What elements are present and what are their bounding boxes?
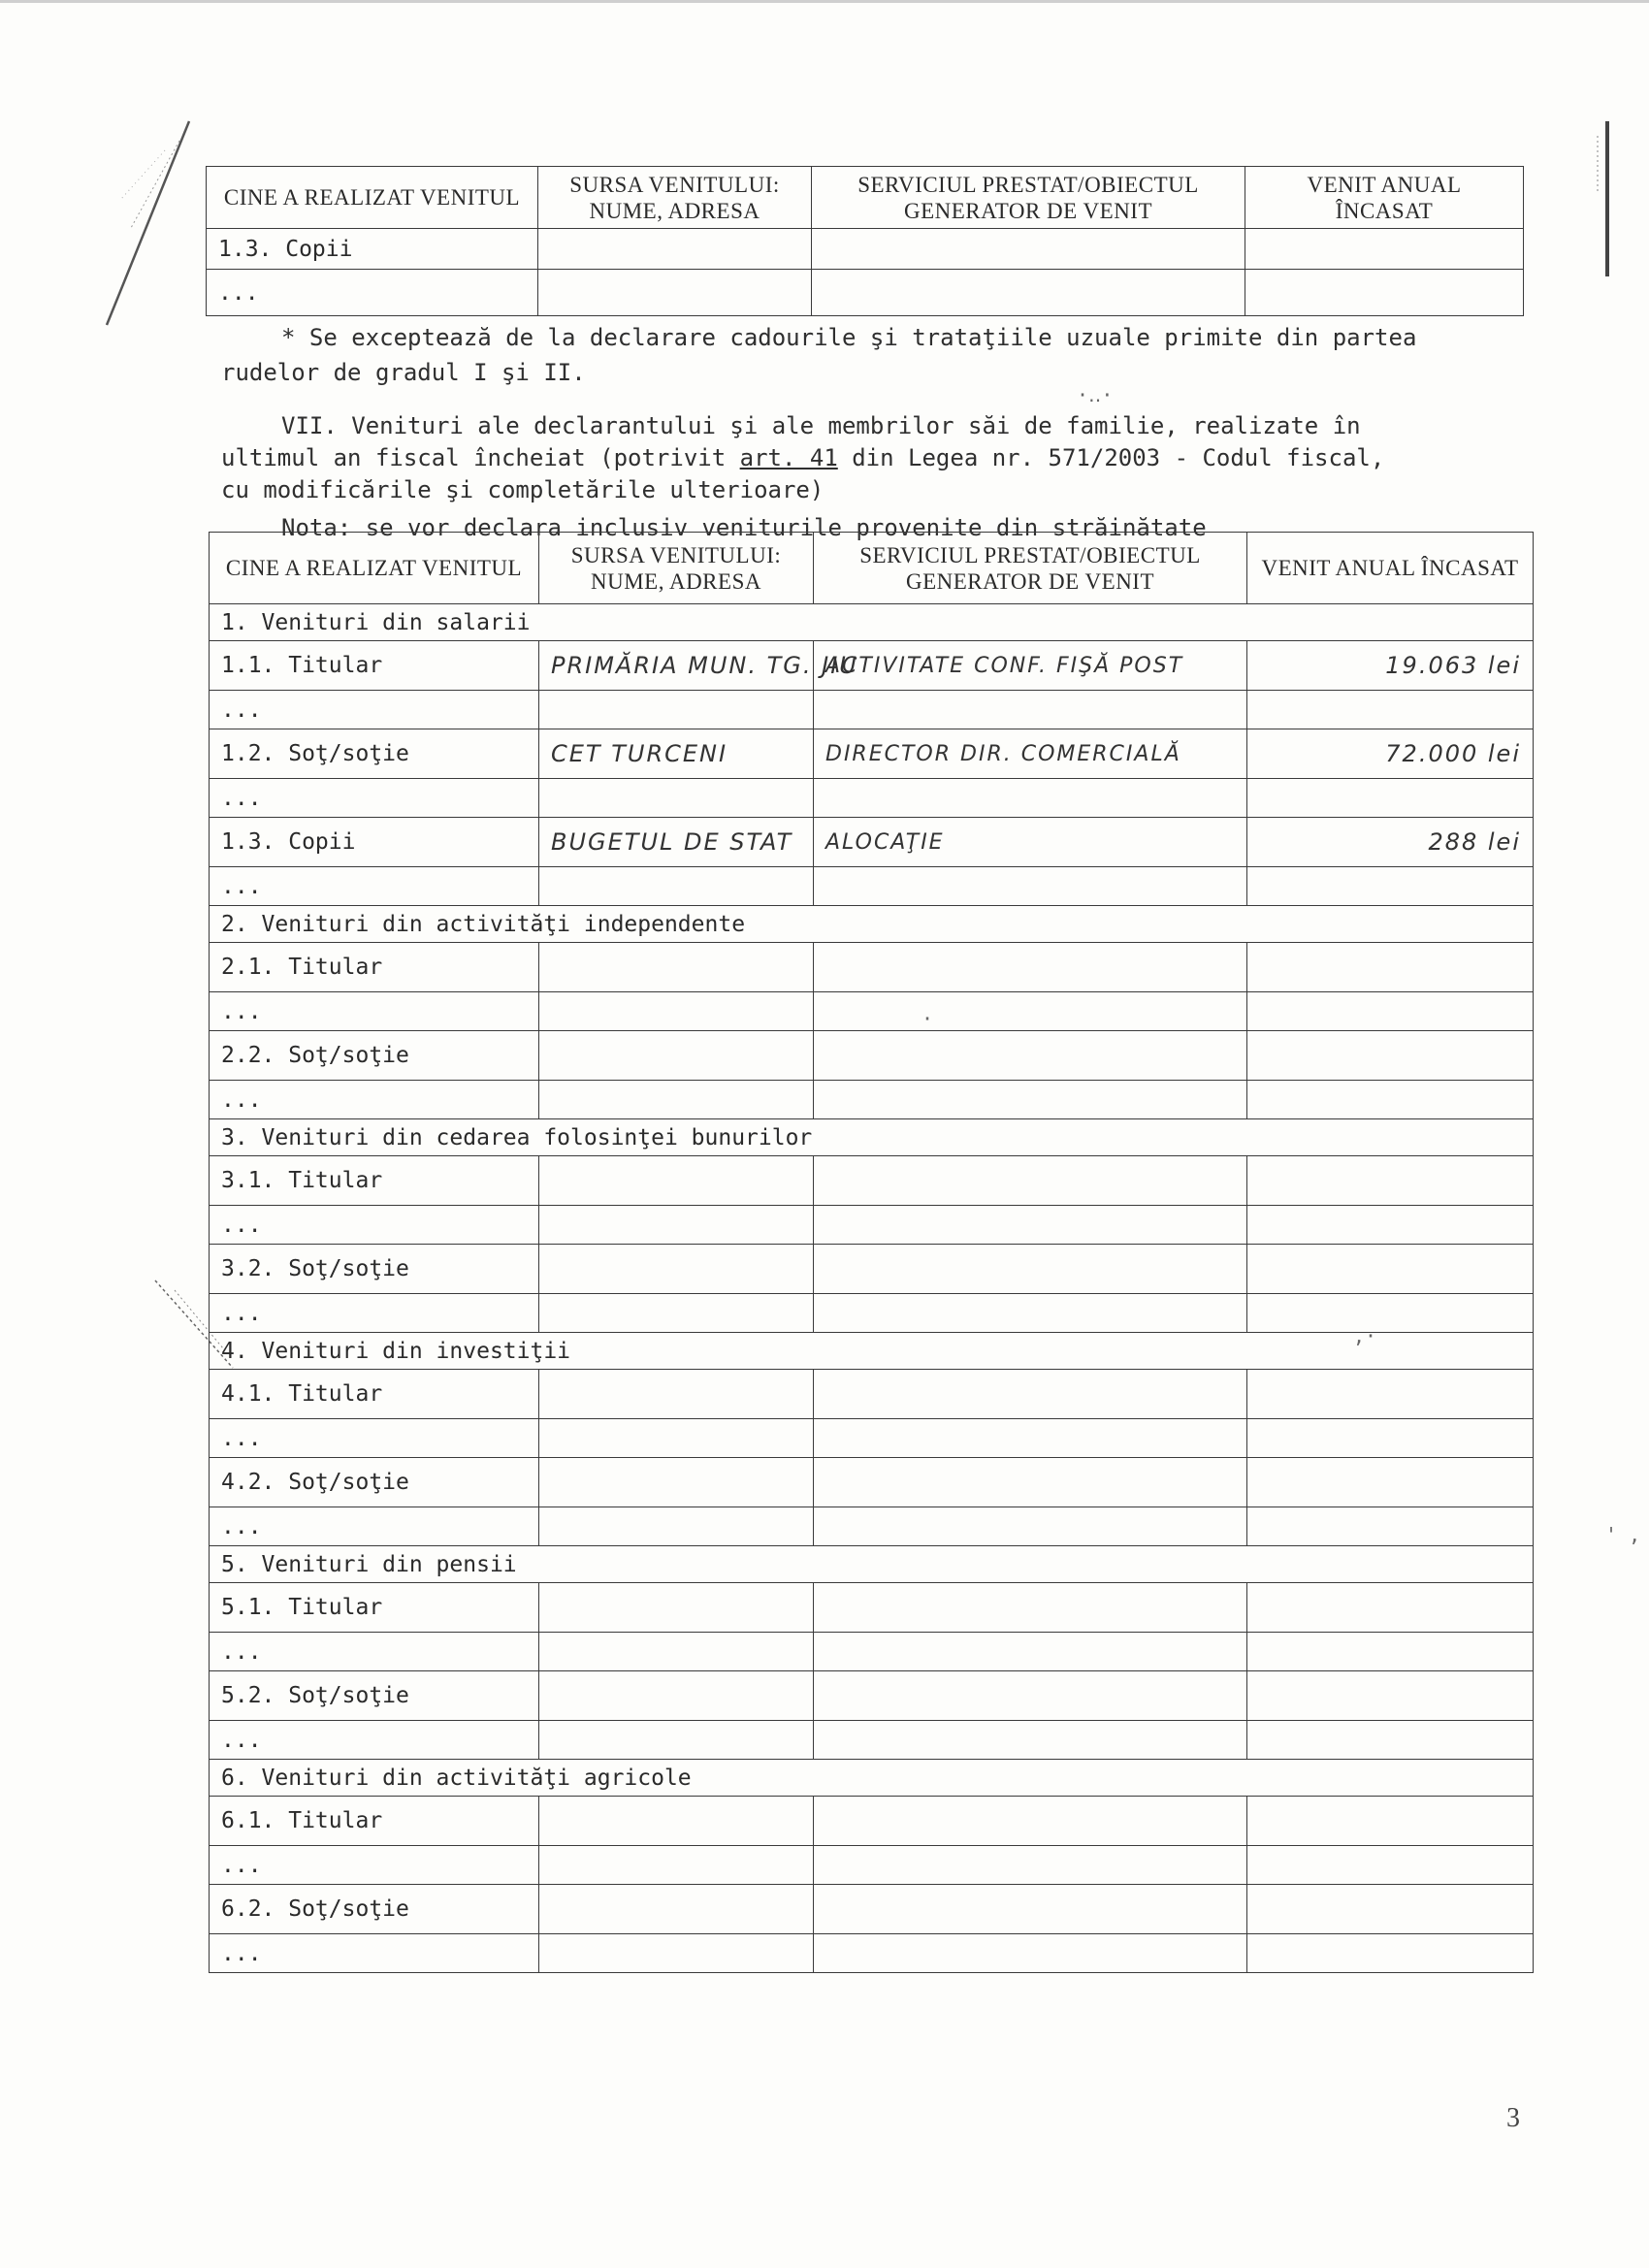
speck: ,· <box>1353 1324 1377 1347</box>
cell-income <box>1247 1245 1534 1294</box>
cell-source: CET TURCENI <box>539 729 814 779</box>
cell-service <box>814 779 1247 818</box>
table-row <box>210 943 1534 992</box>
cell-source <box>539 992 814 1031</box>
cell-source <box>539 1294 814 1333</box>
table-row <box>210 1245 1534 1294</box>
cell-who: ... <box>210 1507 539 1546</box>
cell-income <box>1247 1458 1534 1507</box>
cell-who: ... <box>210 1721 539 1760</box>
cell-source <box>539 1885 814 1934</box>
col-header-service: SERVICIUL PRESTAT/OBIECTUL GENERATOR DE VENIT <box>812 167 1245 229</box>
table-row <box>210 1419 1534 1458</box>
cell-who: ... <box>210 1081 539 1119</box>
cell-who: ... <box>210 1846 539 1885</box>
cell-service <box>814 1507 1247 1546</box>
table-row <box>210 779 1534 818</box>
section-heading-filler <box>814 1119 1534 1156</box>
cell-income <box>1247 943 1534 992</box>
cell-who: 5.1. Titular <box>210 1583 539 1633</box>
cell-who: 3.1. Titular <box>210 1156 539 1206</box>
cell-income: 19.063 lei <box>1247 641 1534 691</box>
cell-who: ... <box>210 1206 539 1245</box>
table-row <box>210 1583 1534 1633</box>
cell-source <box>539 1633 814 1671</box>
table-row <box>210 992 1534 1031</box>
table-row <box>210 1507 1534 1546</box>
col-header-income: VENIT ANUAL ÎNCASAT <box>1247 533 1534 604</box>
cell-source <box>538 229 812 270</box>
section-heading: 5. Venituri din pensii <box>210 1546 814 1583</box>
cell-service <box>814 1671 1247 1721</box>
cell-service <box>814 867 1247 906</box>
cell-income: 72.000 lei <box>1247 729 1534 779</box>
cell-income <box>1247 1206 1534 1245</box>
table-row <box>210 1294 1534 1333</box>
table-row <box>210 1081 1534 1119</box>
cell-who: ... <box>210 1633 539 1671</box>
cell-who: ... <box>207 270 538 316</box>
cell-service <box>814 1031 1247 1081</box>
cell-service <box>814 1583 1247 1633</box>
cell-service <box>814 992 1247 1031</box>
cell-income <box>1245 229 1524 270</box>
table-row <box>210 1846 1534 1885</box>
cell-source <box>539 1419 814 1458</box>
cell-service <box>814 1156 1247 1206</box>
cell-income <box>1247 1671 1534 1721</box>
table-row <box>210 1885 1534 1934</box>
table-row <box>210 1458 1534 1507</box>
cell-who: 6.2. Soţ/soţie <box>210 1885 539 1934</box>
speck: ' , <box>1605 1523 1641 1546</box>
cell-who: 4.1. Titular <box>210 1370 539 1419</box>
cell-who: ... <box>210 867 539 906</box>
col-header-who: CINE A REALIZAT VENITUL <box>210 533 539 604</box>
cell-who: ... <box>210 1419 539 1458</box>
cell-service <box>814 1245 1247 1294</box>
cell-who: ... <box>210 992 539 1031</box>
cell-service <box>814 1458 1247 1507</box>
speck: ·‥· <box>1077 383 1114 406</box>
col-header-income: VENIT ANUAL ÎNCASAT <box>1245 167 1524 229</box>
section-vii-line-2-end: din Legea nr. 571/2003 - Codul fiscal, <box>837 444 1385 471</box>
section-vii-line-3: cu modificările şi completările ulterioare) <box>221 476 824 503</box>
table-row <box>210 867 1534 906</box>
section-vii-line-2 <box>221 441 1384 474</box>
table-row <box>207 229 1524 270</box>
cell-service <box>814 1370 1247 1419</box>
footnote-line-2: rudelor de gradul I şi II. <box>221 359 586 386</box>
scan-artifact-right <box>1586 116 1625 281</box>
cell-who: 5.2. Soţ/soţie <box>210 1671 539 1721</box>
cell-service <box>814 1885 1247 1934</box>
cell-service <box>814 943 1247 992</box>
table-row <box>210 1934 1534 1973</box>
cell-income <box>1247 779 1534 818</box>
cell-service <box>814 1419 1247 1458</box>
cell-source <box>539 1846 814 1885</box>
income-table <box>209 532 1534 1973</box>
footnote-line-1: * Se exceptează de la declarare cadourile şi trataţiile uzuale primite din partea <box>281 324 1417 351</box>
cell-who: 2.2. Soţ/soţie <box>210 1031 539 1081</box>
cell-service <box>814 1206 1247 1245</box>
table-row <box>210 1031 1534 1081</box>
cell-source <box>539 1156 814 1206</box>
cell-who: 3.2. Soţ/soţie <box>210 1245 539 1294</box>
cell-service <box>814 1934 1247 1973</box>
col-header-who: CINE A REALIZAT VENITUL <box>207 167 538 229</box>
section-heading: 2. Venituri din activităţi independente <box>210 906 814 943</box>
cell-source <box>538 270 812 316</box>
cell-service <box>812 270 1245 316</box>
col-header-source: SURSA VENITULUI: NUME, ADRESA <box>538 167 812 229</box>
scan-artifact-left <box>73 112 199 335</box>
table-row <box>210 1797 1534 1846</box>
table-row <box>207 270 1524 316</box>
cell-source <box>539 691 814 729</box>
table-row <box>210 818 1534 867</box>
cell-income <box>1247 1846 1534 1885</box>
cell-who: 2.1. Titular <box>210 943 539 992</box>
table-row <box>210 641 1534 691</box>
cell-service <box>814 1721 1247 1760</box>
section-heading-filler <box>814 604 1534 641</box>
cell-who: ... <box>210 691 539 729</box>
cell-income <box>1247 1934 1534 1973</box>
speck: · <box>922 1007 934 1030</box>
cell-source: BUGETUL DE STAT <box>539 818 814 867</box>
section-heading: 1. Venituri din salarii <box>210 604 814 641</box>
table-row <box>210 1721 1534 1760</box>
law-article-link[interactable]: art. 41 <box>739 444 838 471</box>
cell-income <box>1247 1419 1534 1458</box>
cell-source <box>539 1370 814 1419</box>
section-heading-row <box>210 1546 1534 1583</box>
table-row <box>210 729 1534 779</box>
cell-who: 4.2. Soţ/soţie <box>210 1458 539 1507</box>
cell-source <box>539 1721 814 1760</box>
cell-income <box>1247 1081 1534 1119</box>
cell-source <box>539 1671 814 1721</box>
cell-income <box>1247 1294 1534 1333</box>
cell-source <box>539 1934 814 1973</box>
cell-service <box>814 1633 1247 1671</box>
cell-source: PRIMĂRIA MUN. TG. JIU <box>539 641 814 691</box>
cell-income <box>1247 1721 1534 1760</box>
cell-who: ... <box>210 1934 539 1973</box>
cell-source <box>539 1583 814 1633</box>
col-header-source: SURSA VENITULUI: NUME, ADRESA <box>539 533 814 604</box>
scan-edge <box>0 0 1649 3</box>
cell-income: 288 lei <box>1247 818 1534 867</box>
cell-service <box>814 1081 1247 1119</box>
section-heading-row <box>210 604 1534 641</box>
section-heading-row <box>210 1760 1534 1797</box>
cell-income <box>1247 1507 1534 1546</box>
col-header-service: SERVICIUL PRESTAT/OBIECTUL GENERATOR DE VENIT <box>814 533 1247 604</box>
cell-service: ACTIVITATE CONF. FIŞĂ POST <box>814 641 1247 691</box>
nota-foreign-income: Nota: se vor declara inclusiv veniturile provenite din străinătate <box>281 514 1207 541</box>
cell-income <box>1247 1370 1534 1419</box>
section-vii-line-1: VII. Venituri ale declarantului şi ale membrilor săi de familie, realizate în <box>281 412 1361 439</box>
cell-who: 1.1. Titular <box>210 641 539 691</box>
cell-income <box>1247 1583 1534 1633</box>
section-heading-row <box>210 1333 1534 1370</box>
cell-source <box>539 1507 814 1546</box>
section-vii-line-2-start: ultimul an fiscal încheiat (potrivit <box>221 444 740 471</box>
cell-service: ALOCAŢIE <box>814 818 1247 867</box>
section-heading-filler <box>814 1333 1534 1370</box>
cell-service <box>814 1797 1247 1846</box>
cell-source <box>539 943 814 992</box>
table-row <box>210 1156 1534 1206</box>
cell-income <box>1247 992 1534 1031</box>
section-heading: 4. Venituri din investiţii <box>210 1333 814 1370</box>
section-heading-row <box>210 906 1534 943</box>
cell-service <box>814 691 1247 729</box>
cell-service <box>812 229 1245 270</box>
cell-service <box>814 1294 1247 1333</box>
income-table-header <box>210 533 1534 604</box>
cell-income <box>1247 867 1534 906</box>
cell-income <box>1247 1031 1534 1081</box>
cell-service: DIRECTOR DIR. COMERCIALĂ <box>814 729 1247 779</box>
cell-source <box>539 1458 814 1507</box>
cell-who: 6.1. Titular <box>210 1797 539 1846</box>
cell-income <box>1247 1156 1534 1206</box>
table-row <box>210 1370 1534 1419</box>
cell-who: ... <box>210 779 539 818</box>
section-heading-row <box>210 1119 1534 1156</box>
cell-who: 1.2. Soţ/soţie <box>210 729 539 779</box>
cell-source <box>539 1081 814 1119</box>
cell-source <box>539 1245 814 1294</box>
table-row <box>210 1206 1534 1245</box>
cell-service <box>814 1846 1247 1885</box>
table-row <box>210 691 1534 729</box>
cell-income <box>1247 1885 1534 1934</box>
section-heading: 6. Venituri din activităţi agricole <box>210 1760 814 1797</box>
page-number: 3 <box>1506 2103 1520 2133</box>
table-row <box>210 1671 1534 1721</box>
cell-income <box>1247 1633 1534 1671</box>
top-income-table <box>206 166 1524 316</box>
cell-source <box>539 867 814 906</box>
cell-income <box>1247 691 1534 729</box>
cell-source <box>539 1797 814 1846</box>
table-row <box>210 1633 1534 1671</box>
cell-income <box>1247 1797 1534 1846</box>
cell-source <box>539 779 814 818</box>
cell-who: ... <box>210 1294 539 1333</box>
section-heading-filler <box>814 906 1534 943</box>
cell-income <box>1245 270 1524 316</box>
cell-source <box>539 1206 814 1245</box>
cell-source <box>539 1031 814 1081</box>
section-heading-filler <box>814 1546 1534 1583</box>
cell-who: 1.3. Copii <box>210 818 539 867</box>
cell-who: 1.3. Copii <box>207 229 538 270</box>
section-heading-filler <box>814 1760 1534 1797</box>
top-table-header <box>207 167 1524 229</box>
section-heading: 3. Venituri din cedarea folosinţei bunurilor <box>210 1119 814 1156</box>
